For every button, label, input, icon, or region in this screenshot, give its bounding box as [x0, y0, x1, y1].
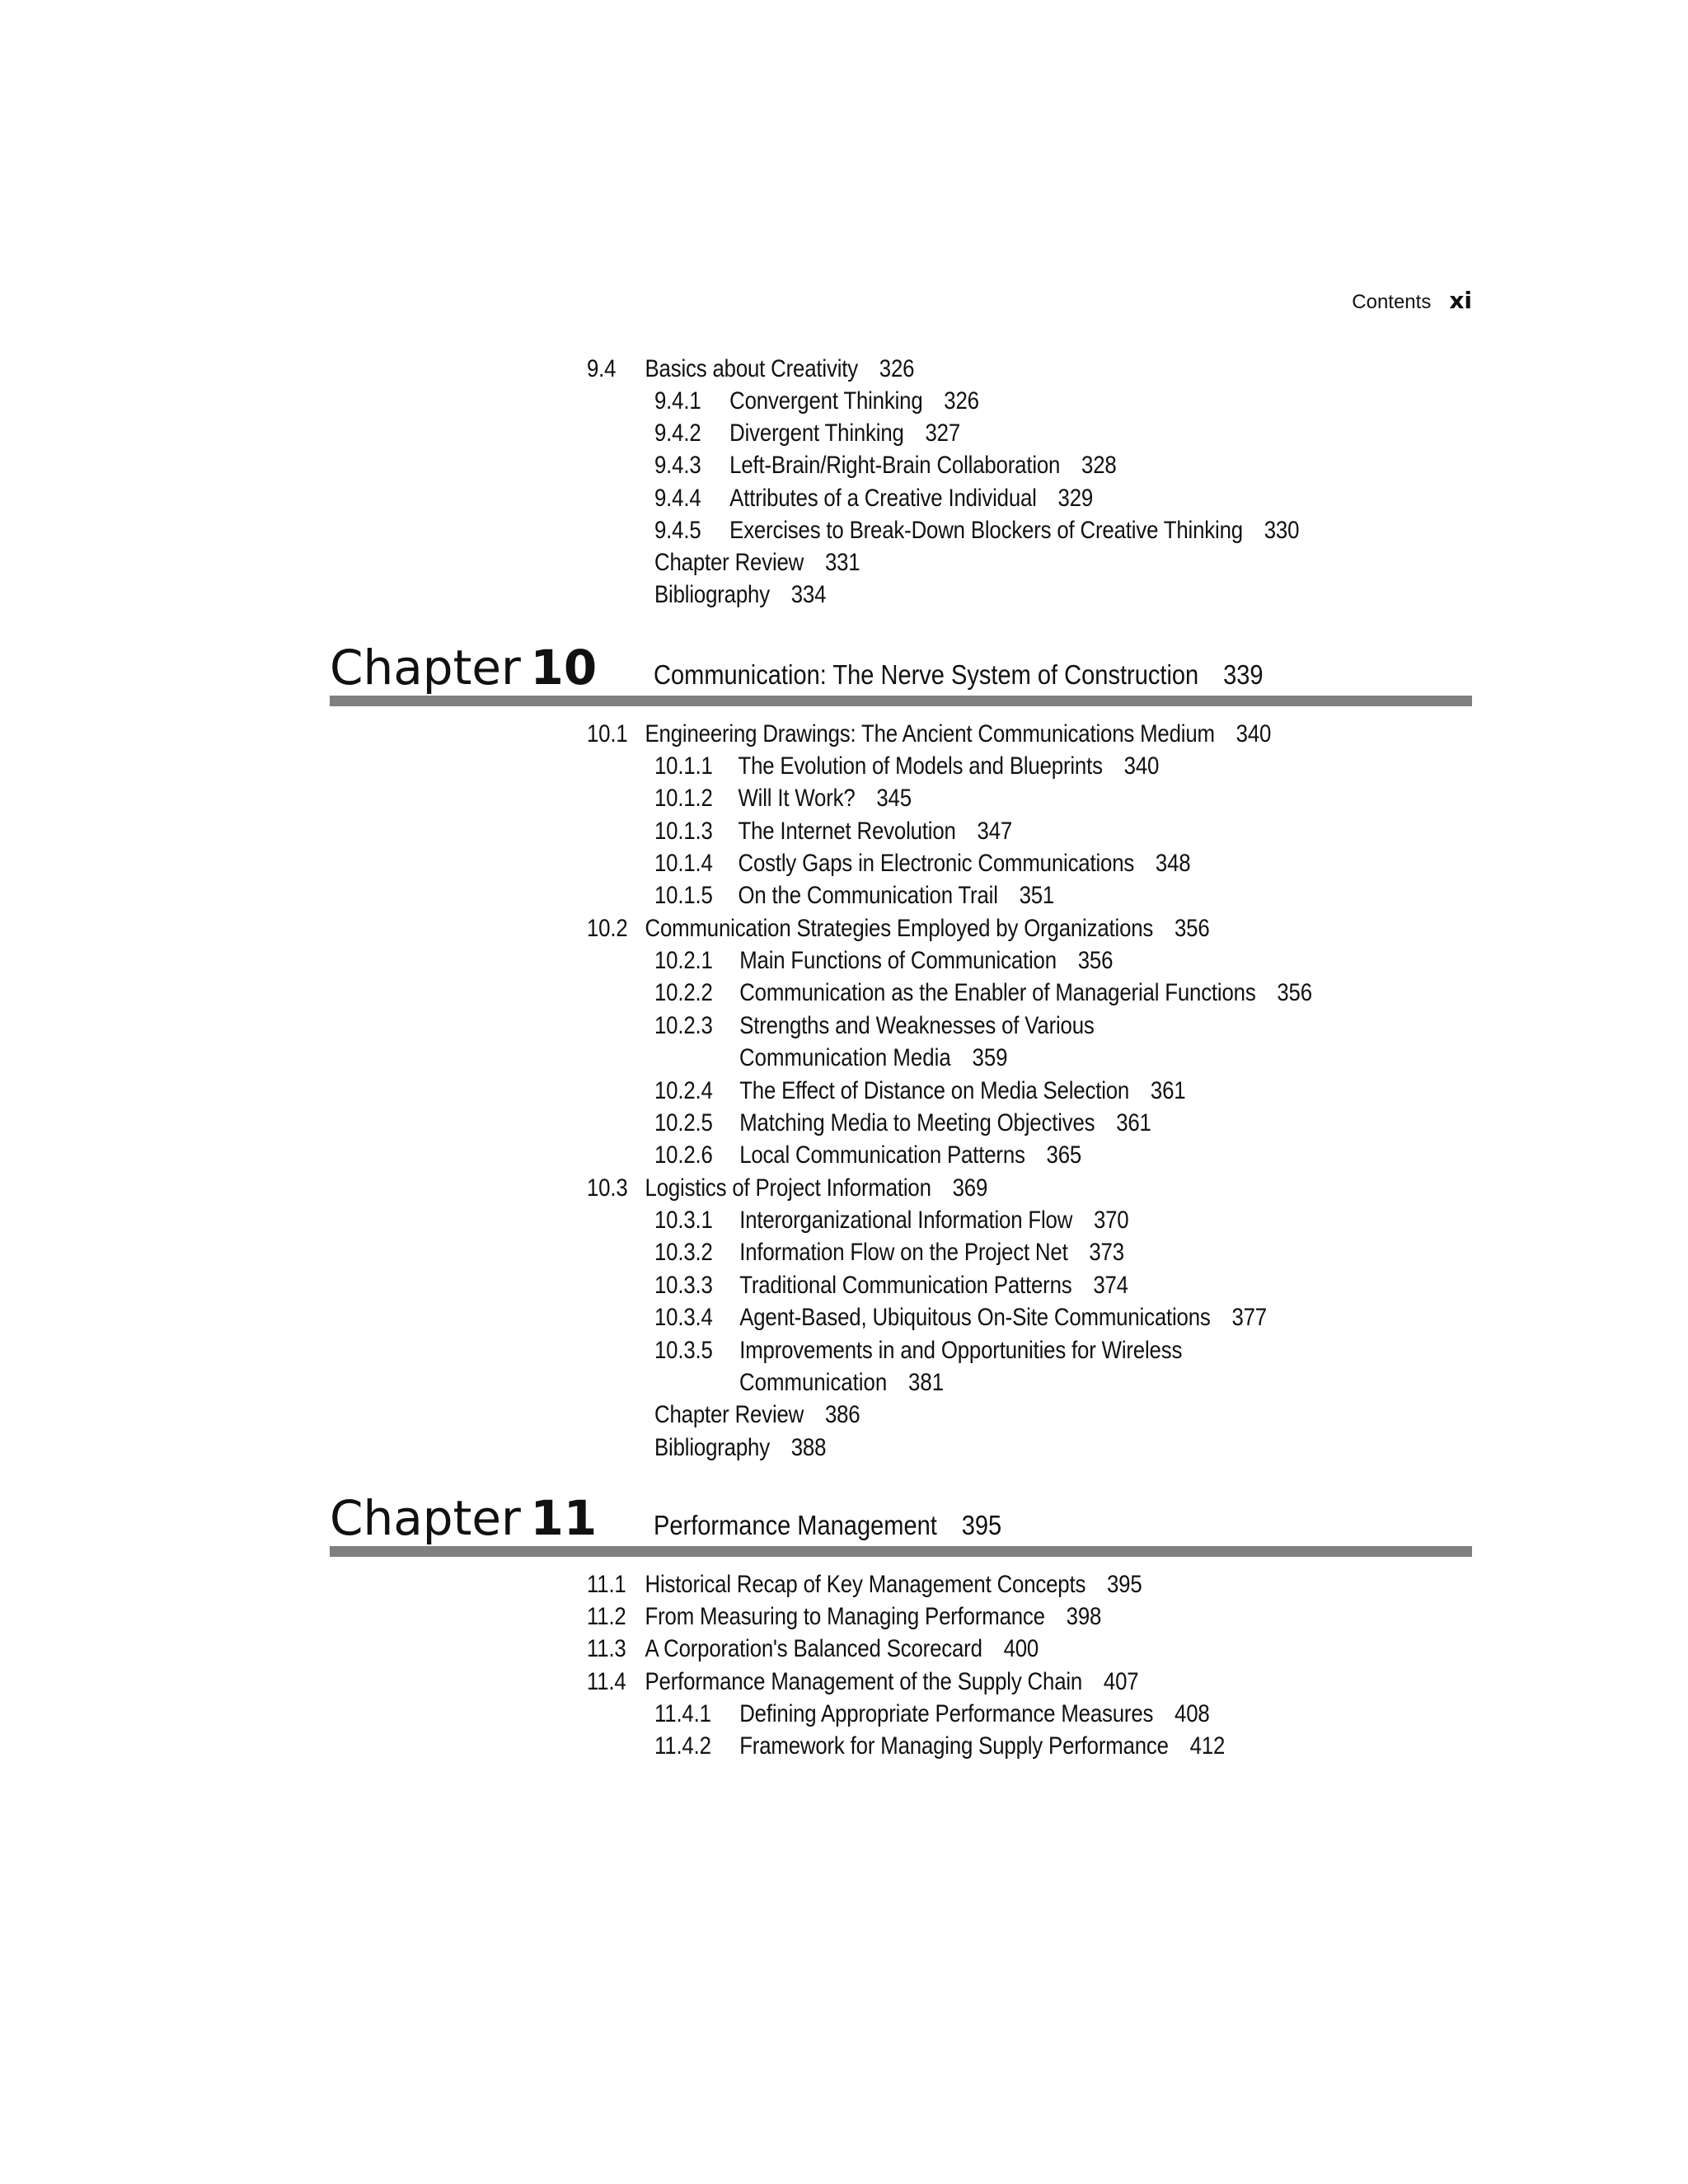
toc-subsection-entry — [654, 419, 960, 448]
toc-section-entry — [587, 1570, 1142, 1600]
toc-chapter-review: Chapter Review 331 — [654, 549, 860, 576]
section-title: A Corporation's Balanced Scorecard — [645, 1635, 982, 1662]
subsection-number: 10.2.5 — [654, 1109, 713, 1137]
subsection-title: The Evolution of Models and Blueprints — [738, 752, 1103, 780]
chapter-heading — [330, 1489, 1472, 1563]
subsection-number: 10.2.3 — [654, 1012, 713, 1039]
chapter-label: Chapter 11 — [330, 1490, 598, 1546]
page-number: 395 — [961, 1510, 1002, 1540]
section-number: 11.4 — [587, 1668, 626, 1695]
toc-subsection-entry — [654, 516, 1299, 546]
subsection-title: The Effect of Distance on Media Selection — [739, 1077, 1130, 1104]
page-number: 334 — [790, 581, 827, 608]
chapter-title: Communication: The Nerve System of Construction 339 — [654, 659, 1264, 690]
page-number: 370 — [1093, 1207, 1129, 1234]
page-number: 408 — [1175, 1700, 1210, 1727]
toc-subsection-continuation — [739, 1043, 1008, 1073]
section-title: From Measuring to Managing Performance — [645, 1603, 1045, 1630]
toc-subsection-entry — [654, 1238, 1124, 1268]
toc-section-entry — [587, 719, 1271, 749]
subsection-title: Exercises to Break-Down Blockers of Creative Thinking — [729, 517, 1243, 544]
subsection-number: 10.2.6 — [654, 1141, 713, 1169]
toc-bibliography: Bibliography 334 — [654, 581, 827, 608]
chapter-number: 11 — [530, 1490, 598, 1546]
subsection-title: On the Communication Trail — [738, 882, 998, 909]
subsection-title: Agent-Based, Ubiquitous On-Site Communications — [739, 1304, 1211, 1331]
toc-subsection-entry — [654, 484, 1093, 513]
subsection-title: Will It Work? — [738, 785, 856, 812]
page-number: 347 — [977, 818, 1013, 845]
page-number: 377 — [1231, 1304, 1267, 1331]
toc-subsection-entry — [654, 1076, 1185, 1106]
subsection-title: Improvements in and Opportunities for Wireless — [739, 1337, 1183, 1364]
toc-subsection-entry — [654, 752, 1159, 781]
page-number: 395 — [1106, 1571, 1142, 1598]
subsection-title: Matching Media to Meeting Objectives — [739, 1109, 1095, 1137]
toc-section-entry — [587, 1174, 987, 1203]
page-number: 348 — [1155, 850, 1191, 877]
chapter-rule — [330, 1546, 1472, 1557]
page-number: 326 — [944, 387, 979, 415]
running-head-label: Contents — [1352, 291, 1432, 313]
toc-chapter-review: Chapter Review 386 — [654, 1401, 860, 1428]
toc-subsection-entry — [654, 1141, 1081, 1170]
page-number: 340 — [1236, 720, 1272, 748]
subsection-number: 10.1.3 — [654, 818, 713, 845]
subsection-number: 9.4.2 — [654, 419, 701, 447]
page-number: 359 — [972, 1044, 1008, 1071]
subsection-title: Costly Gaps in Electronic Communications — [738, 850, 1135, 877]
page-number: 386 — [824, 1401, 860, 1428]
toc-subsection-entry — [654, 387, 979, 416]
page-number: 400 — [1003, 1635, 1039, 1662]
subsection-number: 9.4.4 — [654, 485, 701, 512]
section-number: 10.1 — [587, 720, 628, 748]
page-number: 374 — [1093, 1272, 1128, 1299]
section-title: Engineering Drawings: The Ancient Communications Medium — [645, 720, 1215, 748]
chapter-number: 10 — [530, 640, 598, 696]
subsection-title: Interorganizational Information Flow — [739, 1207, 1073, 1234]
subsection-title: Convergent Thinking — [729, 387, 923, 415]
page-number: 369 — [952, 1174, 988, 1202]
page-number: 398 — [1066, 1603, 1102, 1630]
subsection-title-continued: Communication — [739, 1369, 888, 1396]
subsection-number: 10.1.2 — [654, 785, 713, 812]
subsection-title: Divergent Thinking — [729, 419, 904, 447]
subsection-number: 10.3.4 — [654, 1304, 713, 1331]
subsection-number: 10.2.4 — [654, 1077, 713, 1104]
page-folio: xi — [1449, 287, 1472, 314]
toc-subsection-entry — [654, 978, 1312, 1008]
page-number: 331 — [824, 549, 860, 576]
subsection-number: 10.3.3 — [654, 1272, 713, 1299]
subsection-number: 11.4.1 — [654, 1700, 711, 1727]
page-number: 412 — [1189, 1732, 1226, 1760]
subsection-title: The Internet Revolution — [738, 818, 956, 845]
subsection-title: Strengths and Weaknesses of Various — [739, 1012, 1095, 1039]
toc-subsection-entry — [654, 1108, 1151, 1138]
subsection-number: 10.3.1 — [654, 1207, 713, 1234]
subsection-title: Defining Appropriate Performance Measures — [739, 1700, 1154, 1727]
running-head — [1352, 287, 1472, 314]
toc-section-entry — [587, 1602, 1101, 1632]
subsection-title: Communication as the Enabler of Managerial Functions — [739, 979, 1256, 1006]
section-number: 9.4 — [587, 355, 617, 382]
toc-subsection-entry — [654, 1732, 1225, 1761]
chapter-rule — [330, 696, 1472, 706]
page-number: 327 — [925, 419, 961, 447]
page-number: 345 — [876, 785, 912, 812]
subsection-title: Main Functions of Communication — [739, 947, 1057, 974]
page-number: 381 — [908, 1369, 945, 1396]
page-number: 329 — [1057, 485, 1094, 512]
toc-subsection-entry — [654, 849, 1190, 879]
page-number: 328 — [1081, 452, 1117, 479]
section-number: 11.2 — [587, 1603, 626, 1630]
toc-subsection-entry — [654, 1699, 1210, 1729]
toc-bibliography: Bibliography 388 — [654, 1434, 827, 1461]
toc-section-entry — [587, 354, 914, 384]
subsection-number: 10.3.2 — [654, 1239, 713, 1266]
subsection-number: 10.2.1 — [654, 947, 713, 974]
subsection-title: Left-Brain/Right-Brain Collaboration — [729, 452, 1061, 479]
toc-subsection-entry — [654, 881, 1054, 911]
section-number: 11.1 — [587, 1571, 626, 1598]
subsection-number: 10.1.1 — [654, 752, 713, 780]
page-number: 339 — [1223, 659, 1264, 690]
subsection-number: 11.4.2 — [654, 1732, 711, 1760]
page-number: 340 — [1123, 752, 1160, 780]
toc-section-entry — [587, 1667, 1138, 1697]
subsection-number: 10.2.2 — [654, 979, 713, 1006]
subsection-title: Information Flow on the Project Net — [739, 1239, 1068, 1266]
section-number: 10.3 — [587, 1174, 628, 1202]
toc-subsection-entry — [654, 1271, 1128, 1301]
toc-subsection-continuation — [739, 1368, 944, 1398]
subsection-number: 9.4.1 — [654, 387, 701, 415]
subsection-number: 10.1.4 — [654, 850, 713, 877]
subsection-number: 10.1.5 — [654, 882, 713, 909]
toc-subsection-entry — [654, 1303, 1267, 1333]
page-number: 356 — [1077, 947, 1114, 974]
page-number: 351 — [1019, 882, 1055, 909]
page-number: 407 — [1103, 1668, 1139, 1695]
subsection-number: 10.3.5 — [654, 1337, 713, 1364]
section-number: 10.2 — [587, 915, 628, 942]
page-number: 361 — [1150, 1077, 1186, 1104]
page-number: 388 — [790, 1434, 827, 1461]
subsection-number: 9.4.5 — [654, 517, 701, 544]
subsection-title: Framework for Managing Supply Performance — [739, 1732, 1169, 1760]
page-number: 356 — [1174, 915, 1210, 942]
section-title: Performance Management of the Supply Chain — [645, 1668, 1083, 1695]
page-number: 365 — [1046, 1141, 1082, 1169]
toc-subsection-entry — [654, 784, 912, 813]
toc-subsection-entry — [654, 1336, 1182, 1366]
page-number: 356 — [1277, 979, 1312, 1006]
section-title: Historical Recap of Key Management Concepts — [645, 1571, 1086, 1598]
subsection-number: 9.4.3 — [654, 452, 701, 479]
toc-subsection-entry — [654, 817, 1012, 846]
chapter-heading — [330, 639, 1472, 713]
chapter-title: Performance Management 395 — [654, 1510, 1002, 1540]
subsection-title: Local Communication Patterns — [739, 1141, 1025, 1169]
section-title: Basics about Creativity — [645, 355, 858, 382]
subsection-title: Attributes of a Creative Individual — [729, 485, 1037, 512]
toc-subsection-entry — [654, 1011, 1095, 1041]
toc-section-entry — [587, 1634, 1039, 1664]
section-title: Communication Strategies Employed by Organizations — [645, 915, 1154, 942]
subsection-title-continued: Communication Media — [739, 1044, 951, 1071]
page-number: 373 — [1089, 1239, 1124, 1266]
toc-subsection-entry — [654, 946, 1113, 976]
toc-subsection-entry — [654, 451, 1117, 480]
page-number: 361 — [1116, 1109, 1151, 1137]
toc-subsection-entry — [654, 1206, 1129, 1235]
section-number: 11.3 — [587, 1635, 626, 1662]
toc-section-entry — [587, 914, 1210, 944]
page-number: 326 — [879, 355, 915, 382]
section-title: Logistics of Project Information — [645, 1174, 931, 1202]
page-number: 330 — [1264, 517, 1300, 544]
chapter-label: Chapter 10 — [330, 640, 598, 696]
subsection-title: Traditional Communication Patterns — [739, 1272, 1072, 1299]
